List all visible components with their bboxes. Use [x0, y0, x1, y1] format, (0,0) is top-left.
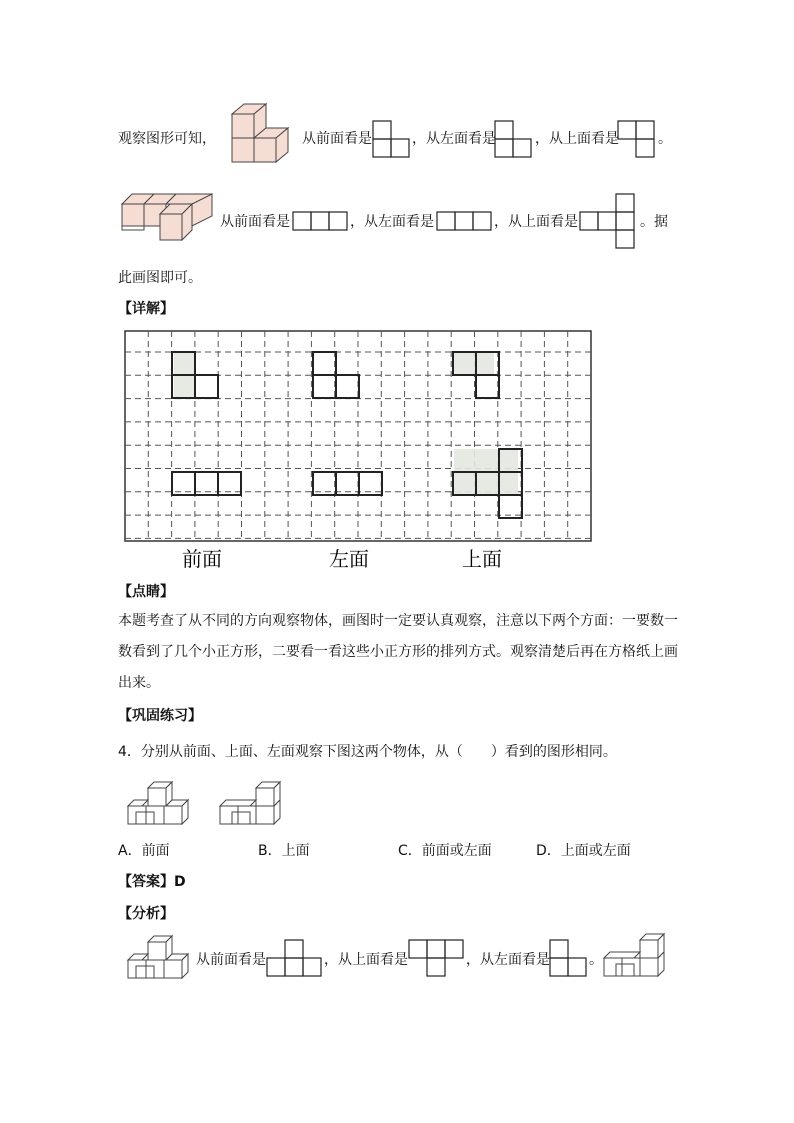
intro-text: 观察图形可知， [118, 131, 216, 147]
answer-line: 【答案】D [118, 874, 186, 890]
cube-stack-figure-2 [120, 190, 216, 244]
option-a: A．前面 [118, 843, 170, 859]
analysis-figure-b [602, 932, 668, 980]
grid-label-top: 上面 [462, 547, 502, 571]
analysis-top-label: ，从上面看是 [324, 952, 408, 968]
practice-heading: 【巩固练习】 [118, 708, 202, 724]
grid-label-front: 前面 [182, 547, 222, 571]
analysis-front-label: 从前面看是 [196, 952, 266, 968]
left-view-label-1: ，从左面看是 [412, 131, 496, 147]
option-d: D．上面或左面 [536, 843, 631, 859]
end-punct-1: 。 [658, 131, 672, 147]
front-view-grid-1 [372, 120, 412, 158]
analysis-front-grid [266, 939, 324, 979]
analysis-heading: 【分析】 [118, 906, 174, 922]
front-view-grid-2 [292, 211, 350, 233]
question-text: 4．分别从前面、上面、左面观察下图这两个物体，从（ ）看到的图形相同。 [118, 744, 617, 760]
analysis-top-grid [408, 939, 466, 979]
question-figure-b [218, 780, 284, 828]
top-view-label-1: ，从上面看是 [535, 131, 619, 147]
top-view-grid-2 [579, 193, 637, 251]
left-view-label-2: ，从左面看是 [350, 214, 434, 230]
front-view-label-2: 从前面看是 [220, 214, 290, 230]
end-punct-2: 。据 [640, 214, 668, 230]
option-b: B．上面 [258, 843, 310, 859]
front-view-label-1: 从前面看是 [302, 131, 372, 147]
cube-stack-figure-1 [226, 100, 296, 162]
dianjing-heading: 【点睛】 [118, 584, 174, 600]
analysis-left-grid [549, 939, 589, 979]
analysis-end: 。 [589, 952, 603, 968]
option-c: C．前面或左面 [398, 843, 492, 859]
analysis-left-label: ，从左面看是 [466, 952, 550, 968]
grid-answer-figure [124, 330, 594, 574]
top-view-grid-1 [617, 120, 657, 158]
left-view-grid-2 [436, 211, 494, 233]
detail-heading: 【详解】 [118, 301, 174, 317]
left-view-grid-1 [494, 120, 534, 158]
analysis-figure-a [126, 934, 192, 982]
dianjing-paragraph: 本题考查了从不同的方向观察物体，画图时一定要认真观察，注意以下两个方面：一要数一数看到了几个小正方形，二要看一看这些小正方形的排列方式。观察清楚后再在方格纸上画出来。 [118, 613, 678, 691]
continuation-text: 此画图即可。 [118, 270, 202, 286]
top-view-label-2: ，从上面看是 [494, 214, 578, 230]
question-figure-a [126, 780, 192, 828]
grid-label-left: 左面 [329, 547, 369, 571]
